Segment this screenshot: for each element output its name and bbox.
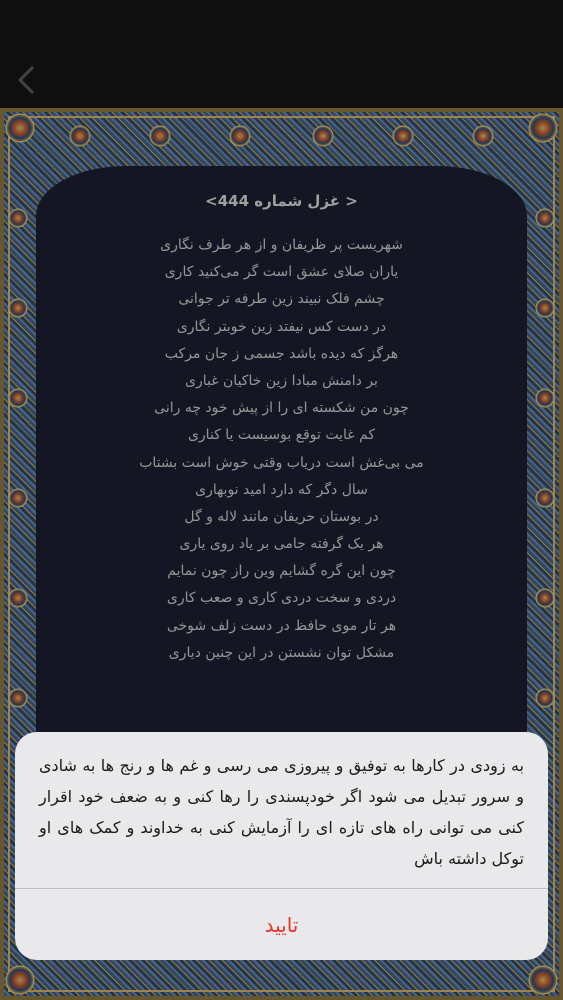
fortune-alert-dialog: [15, 732, 548, 960]
confirm-button[interactable]: تایید: [15, 889, 548, 960]
poem-line: هرگز که دیده باشد جسمی ز جان مرکب: [164, 345, 399, 362]
poem-line: دردی و سخت دردی کاری و صعب کاری: [166, 590, 397, 607]
poem-line: بر دامنش مبادا زین خاکیان غباری: [185, 372, 378, 389]
poem-line: هر تار موی حافظ در دست زلف شوخی: [166, 617, 397, 634]
poem-line: هر یک گرفته جامی بر یاد روی یاری: [179, 536, 384, 553]
poem-line: کم غایت توقع بوسیست یا کناری: [187, 427, 376, 444]
alert-message: به زودی در کارها به توفیق و پیروزی می رسی و غم ها و رنج ها به شادی و سرور تبدیل می شود اگر خودپسندی را رها کنی و به ضعف خود اقرار کنی می توانی راه های تازه ای را آزمایش کنی به خداوند و کمک های او توکل داشته باش: [39, 756, 524, 868]
poem-line: می بی‌غش است دریاب وقتی خوش است بشتاب: [139, 454, 424, 471]
poem-line: سال دگر که دارد امید نوبهاری: [195, 481, 368, 498]
poem-line: چشم فلک نبیند زین طرفه تر جوانی: [178, 291, 385, 308]
poem-line: مشکل توان نشستن در این چنین دیاری: [168, 644, 395, 661]
poem-line: چون این گره گشایم وین راز چون نمایم: [167, 563, 396, 580]
poem-line: چون من شکسته ای را از پیش خود چه رانی: [154, 400, 409, 417]
poem-line: در بوستان حریفان مانند لاله و گل: [184, 508, 379, 525]
poem-title: < غزل شماره 444>: [205, 192, 358, 210]
poem-line: شهریست پر ظریفان و از هر طرف نگاری: [160, 237, 403, 253]
poem-line: در دست کس نیفتد زین خوبتر نگاری: [176, 318, 387, 335]
poem-line: یاران صلای عشق است گر می‌کنید کاری: [164, 264, 399, 281]
